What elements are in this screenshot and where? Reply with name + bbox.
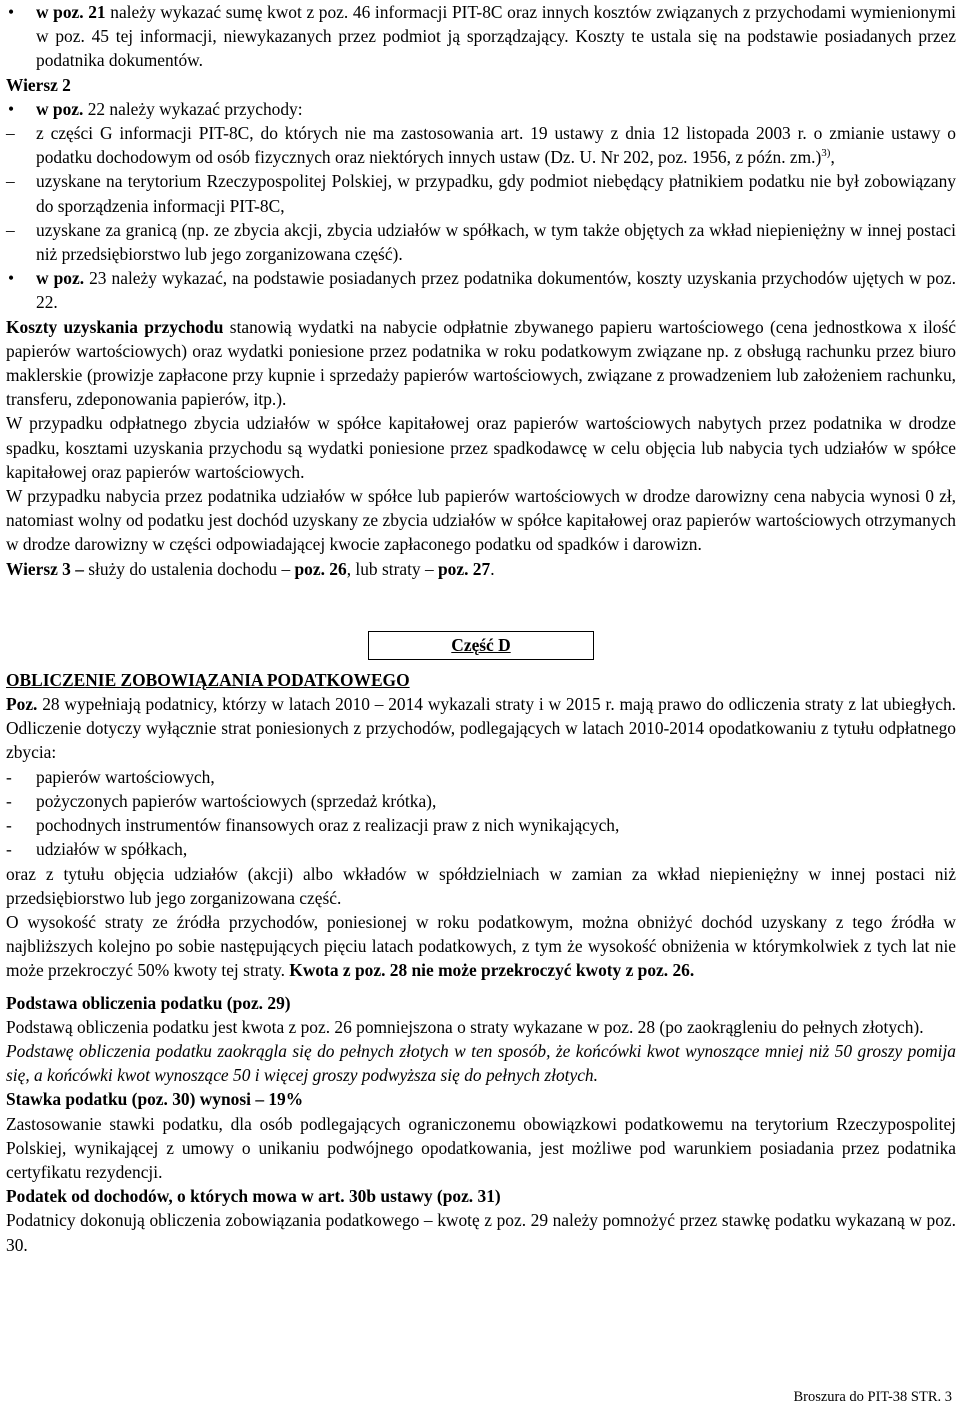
label-wiersz-3: Wiersz 3 – xyxy=(6,558,84,579)
hyphen-icon: - xyxy=(6,790,12,811)
list-item-text: pochodnych instrumentów finansowych oraz z realizacji praw z nich wynikających, xyxy=(36,815,620,836)
bullet-text: 23 należy wykazać, na podstawie posiadanych przez podatnika dokumentów, koszty uzyskania przychodów ujętych w poz. 22. xyxy=(36,268,956,313)
paragraph-text: stanowią wydatki na nabycie odpłatnie zbywanego papieru wartościowego (cena jednostkowa x ilość papierów wartościowych) oraz wydatki poniesione przez podatnika w roku podatkowym związane np. z obsługą rachunku przez biuro maklerskie (prowizje zapłacone przy kupnie i sprzedaży papierów wartościowych, związane z prowadzeniem lub założeniem rachunku, transferu, zdeponowania papierów, itp.). xyxy=(6,316,956,410)
paragraph-objecie: oraz z tytułu objęcia udziałów (akcji) albo wkładów w spółdzielniach w zamian za wkład niepieniężny w innej postaci niż przedsiębiorstwo lub jego zorganizowana część. xyxy=(6,863,956,908)
hyphen-icon: - xyxy=(6,839,12,860)
dash-text: z części G informacji PIT-8C, do których nie ma zastosowania art. 19 ustawy z dnia 12 listopada 2003 r. o zmianie ustawy o podatku dochodowym od osób fizycznych oraz niektórych innych ustaw (Dz. U. Nr 202, poz. 1956, z późn. zm.) xyxy=(36,123,956,168)
page-footer: Broszura do PIT-38 STR. 3 xyxy=(793,1389,952,1405)
spacer xyxy=(6,660,956,668)
ref-poz-27: poz. 27 xyxy=(438,558,491,579)
bullet-icon: • xyxy=(8,2,15,22)
section-heading-podatek: Podatek od dochodów, o których mowa w art. 30b ustawy (poz. 31) xyxy=(6,1186,501,1207)
label-poz: Poz. xyxy=(6,694,38,715)
term-koszty: Koszty uzyskania przychodu xyxy=(6,316,224,337)
ref-poz-26: poz. 26 xyxy=(294,558,347,579)
dash-icon: – xyxy=(6,171,15,192)
text-span: służy do ustalenia dochodu – xyxy=(83,558,295,579)
dash-text: uzyskane na terytorium Rzeczypospolitej Polskiej, w przypadku, gdy podmiot niebędący płatnikiem podatku nie był zobowiązany do sporządzenia informacji PIT-8C, xyxy=(36,171,956,216)
bullet-item-poz-23 xyxy=(6,266,956,314)
section-heading-podstawa: Podstawa obliczenia podatku (poz. 29) xyxy=(6,992,291,1013)
list-item xyxy=(6,837,956,861)
paragraph-poz-28 xyxy=(6,692,956,765)
paragraph-wiersz-3 xyxy=(6,557,956,581)
text-span: , lub straty – xyxy=(346,558,438,579)
paragraph-koszty xyxy=(6,315,956,412)
dash-item xyxy=(6,169,956,217)
text-span: . xyxy=(490,558,495,579)
paragraph-podstawa: Podstawą obliczenia podatku jest kwota z poz. 26 pomniejszona o straty wykazane w poz. 28 (po zaokrągleniu do pełnych złotych). xyxy=(6,1016,924,1037)
paragraph-podatek: Podatnicy dokonują obliczenia zobowiązania podatkowego – kwotę z poz. 29 należy pomnożyć przez stawkę podatku wykazaną w poz. 30. xyxy=(6,1210,956,1255)
dash-text: uzyskane za granicą (np. ze zbycia akcji, zbycia udziałów w spółkach, w tym także objętych za wkład niepieniężny w innej postaci niż przedsiębiorstwo lub jego zorganizowana część). xyxy=(36,219,956,265)
dash-icon: – xyxy=(6,123,15,144)
paragraph-text: O wysokość straty ze źródła przychodów, poniesionej w roku podatkowym, można obniżyć dochód uzyskany z tego źródła w najbliższych kolejno po sobie następujących pięciu latach podatkowych, z tym że wysokość obniżenia w którymkolwiek z tych lat nie może przekroczyć 50% kwoty tej straty. xyxy=(6,911,956,981)
paragraph-wysokosc-straty xyxy=(6,910,956,983)
bullet-label: w poz. xyxy=(36,98,84,119)
list-item-text: papierów wartościowych, xyxy=(36,766,215,787)
section-title-obliczenie: OBLICZENIE ZOBOWIĄZANIA PODATKOWEGO xyxy=(6,669,410,690)
paragraph-stawka: Zastosowanie stawki podatku, dla osób podlegających ograniczonemu obowiązkowi podatkowemu na terytorium Rzeczypospolitej Polskiej, wynikającej z umowy o unikaniu podwójnego opodatkowania, jest możliwe pod warunkiem posiadania przez podatnika certyfikatu rezydencji. xyxy=(6,1113,956,1182)
list-item-text: pożyczonych papierów wartościowych (sprzedaż krótka), xyxy=(36,790,437,811)
bullet-label: w poz. 21 xyxy=(36,2,106,22)
list-item xyxy=(6,765,956,789)
bullet-label: w poz. xyxy=(36,268,85,289)
footnote-ref: 3) xyxy=(821,147,831,160)
part-d-box: Część D xyxy=(368,631,594,660)
bullet-item-poz-21 xyxy=(6,0,956,73)
dash-text-tail: , xyxy=(830,147,835,168)
list-item xyxy=(6,789,956,813)
bullet-icon: • xyxy=(8,268,15,289)
paragraph-zaokraglenie: Podstawę obliczenia podatku zaokrągla się do pełnych złotych w ten sposób, że końcówki kwot wynoszące mniej niż 50 groszy pomija się, a końcówki kwot wynoszące 50 i więcej groszy podwyższa się do pełnych złotych. xyxy=(6,1040,956,1086)
bullet-item-poz-22 xyxy=(6,97,956,121)
paragraph-darowizna: W przypadku nabycia przez podatnika udziałów w spółce lub papierów wartościowych w drodze darowizny cena nabycia wynosi 0 zł, natomiast wolny od podatku jest dochód uzyskany ze zbycia udziałów w spółce kapitałowej oraz papierów wartościowych otrzymanych w drodze darowizny w części odpowiadającej kwocie zapłaconego podatku od spadków i darowizn. xyxy=(6,486,956,555)
paragraph-text: 28 wypełniają podatnicy, którzy w latach 2010 – 2014 wykazali straty i w 2015 r. mają prawo do odliczenia straty z lat ubiegłych. Odliczenie dotyczy wyłącznie strat poniesionych z przychodów, podlegających w latach 2010-2014 opodatkowaniu z tytułu odpłatnego zbycia: xyxy=(6,694,956,763)
dash-icon: – xyxy=(6,219,15,240)
section-heading-wiersz-2: Wiersz 2 xyxy=(6,74,71,95)
dash-item xyxy=(6,121,956,169)
list-item-text: udziałów w spółkach, xyxy=(36,839,188,860)
hyphen-icon: - xyxy=(6,766,12,787)
spacer xyxy=(6,581,956,631)
document-page xyxy=(6,0,956,1257)
section-heading-stawka: Stawka podatku (poz. 30) wynosi – 19% xyxy=(6,1089,304,1110)
spacer xyxy=(6,983,956,991)
paragraph-spadek: W przypadku odpłatnego zbycia udziałów w spółce kapitałowej oraz papierów wartościowych nabytych przez podatnika w drodze spadku, kosztami uzyskania przychodu są wydatki poniesione przez spadkodawcę w celu objęcia lub nabycia tych udziałów w spółce kapitałowej oraz papierów wartościowych. xyxy=(6,413,956,482)
dash-item xyxy=(6,218,956,266)
list-item xyxy=(6,813,956,837)
bullet-text: 22 należy wykazać przychody: xyxy=(83,98,303,119)
emphasis-kwota: Kwota z poz. 28 nie może przekroczyć kwoty z poz. 26. xyxy=(289,960,695,981)
hyphen-icon: - xyxy=(6,815,12,836)
bullet-text: należy wykazać sumę kwot z poz. 46 informacji PIT-8C oraz innych kosztów związanych z przychodami wymienionymi w poz. 45 tej informacji, niewykazanych przez podmiot ją sporządzający. Koszty te ustala się na podstawie posiadanych przez podatnika dokumentów. xyxy=(36,2,956,71)
bullet-icon: • xyxy=(8,98,15,119)
